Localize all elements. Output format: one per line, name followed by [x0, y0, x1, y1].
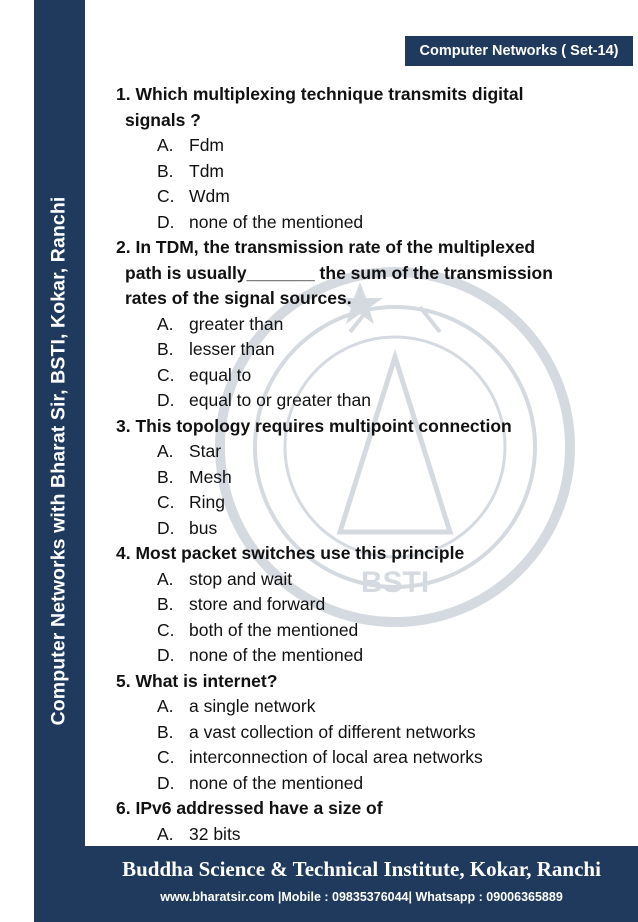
option-list: [116, 822, 616, 848]
option-list: [116, 567, 616, 669]
footer-institute-name: Buddha Science & Technical Institute, Kokar, Ranchi: [122, 857, 601, 881]
footer-bar: [85, 846, 638, 922]
option-text: Ring: [189, 492, 225, 512]
option-item: [116, 337, 616, 363]
option-text: Tdm: [189, 160, 224, 181]
option-list: [116, 312, 616, 414]
question-line: signals ?: [125, 109, 201, 130]
option-text: a vast collection of different networks: [189, 721, 476, 742]
option-item: [116, 312, 616, 338]
option-item: [116, 720, 616, 746]
option-text: equal to or greater than: [189, 390, 371, 410]
option-text: Star: [189, 441, 222, 461]
question-line: rates of the signal sources.: [125, 288, 352, 308]
option-item: [116, 465, 616, 491]
question-line: Most packet switches use this principle: [135, 543, 465, 563]
option-letter: C.: [157, 492, 175, 512]
option-letter: A.: [157, 441, 174, 461]
option-letter: B.: [157, 721, 174, 742]
option-letter: B.: [157, 594, 174, 614]
option-item: [116, 618, 616, 644]
option-letter: C.: [157, 364, 175, 385]
option-text: store and forward: [189, 594, 326, 614]
option-letter: B.: [157, 160, 174, 181]
option-text: both of the mentioned: [189, 619, 359, 640]
option-text: stop and wait: [189, 568, 293, 589]
option-item: [116, 490, 616, 516]
question-block: [116, 414, 616, 542]
option-text: bus: [189, 517, 218, 538]
option-item: [116, 694, 616, 720]
question-number: 1.: [116, 84, 131, 104]
option-letter: D.: [157, 390, 175, 410]
question-number: 3.: [116, 415, 131, 436]
option-letter: A.: [157, 135, 174, 155]
question-text: [116, 541, 616, 567]
option-letter: D.: [157, 211, 175, 232]
option-item: [116, 439, 616, 465]
question-block: [116, 235, 616, 414]
option-text: none of the mentioned: [189, 772, 364, 793]
option-letter: A.: [157, 696, 174, 716]
option-letter: C.: [157, 619, 175, 640]
option-letter: A.: [157, 823, 174, 844]
option-text: greater than: [189, 313, 284, 334]
question-line: In TDM, the transmission rate of the multiplexed: [135, 237, 536, 257]
question-text: [116, 235, 616, 312]
question-line: path is usually_______ the sum of the transmission: [125, 262, 553, 283]
option-item: [116, 643, 616, 669]
footer-contact-info: www.bharatsir.com |Mobile : 09835376044| Whatsapp : 09006365889: [160, 890, 563, 904]
option-letter: A.: [157, 568, 174, 589]
option-text: Wdm: [189, 186, 230, 206]
question-block: [116, 669, 616, 797]
option-text: none of the mentioned: [189, 211, 364, 232]
option-text: none of the mentioned: [189, 645, 364, 665]
option-item: [116, 567, 616, 593]
question-number: 4.: [116, 543, 131, 563]
question-block: [116, 541, 616, 669]
option-item: [116, 822, 616, 848]
option-letter: A.: [157, 313, 174, 334]
question-number: 6.: [116, 798, 131, 818]
question-line: This topology requires multipoint connection: [135, 415, 512, 436]
option-item: [116, 184, 616, 210]
option-letter: D.: [157, 517, 175, 538]
question-text: [116, 669, 616, 695]
option-text: Mesh: [189, 466, 232, 487]
option-item: [116, 516, 616, 542]
option-letter: B.: [157, 339, 174, 359]
option-letter: C.: [157, 186, 175, 206]
question-line: IPv6 addressed have a size of: [135, 798, 383, 818]
question-line: Which multiplexing technique transmits digital: [135, 84, 524, 104]
question-block: [116, 796, 616, 847]
option-item: [116, 210, 616, 236]
option-text: 32 bits: [189, 823, 241, 844]
option-item: [116, 745, 616, 771]
option-item: [116, 771, 616, 797]
option-item: [116, 388, 616, 414]
option-item: [116, 592, 616, 618]
option-text: a single network: [189, 696, 316, 716]
option-item: [116, 363, 616, 389]
question-list: [116, 82, 616, 847]
question-text: [116, 796, 616, 822]
option-letter: D.: [157, 645, 175, 665]
option-text: equal to: [189, 364, 252, 385]
option-item: [116, 133, 616, 159]
watermark-text: BSTI: [360, 566, 430, 599]
option-text: Fdm: [189, 135, 224, 155]
set-label-badge: Computer Networks ( Set-14): [405, 36, 633, 66]
option-list: [116, 694, 616, 796]
option-letter: C.: [157, 747, 175, 767]
option-text: interconnection of local area networks: [189, 747, 483, 767]
option-list: [116, 133, 616, 235]
option-item: [116, 159, 616, 185]
option-text: lesser than: [189, 339, 275, 359]
question-number: 2.: [116, 237, 131, 257]
sidebar-title: Computer Networks with Bharat Sir, BSTI, Kokar, Ranchi: [47, 196, 70, 726]
question-text: [116, 414, 616, 440]
question-block: [116, 82, 616, 235]
option-letter: D.: [157, 772, 175, 793]
option-letter: B.: [157, 466, 174, 487]
option-list: [116, 439, 616, 541]
question-number: 5.: [116, 670, 131, 691]
question-text: [116, 82, 616, 133]
question-line: What is internet?: [135, 670, 278, 691]
